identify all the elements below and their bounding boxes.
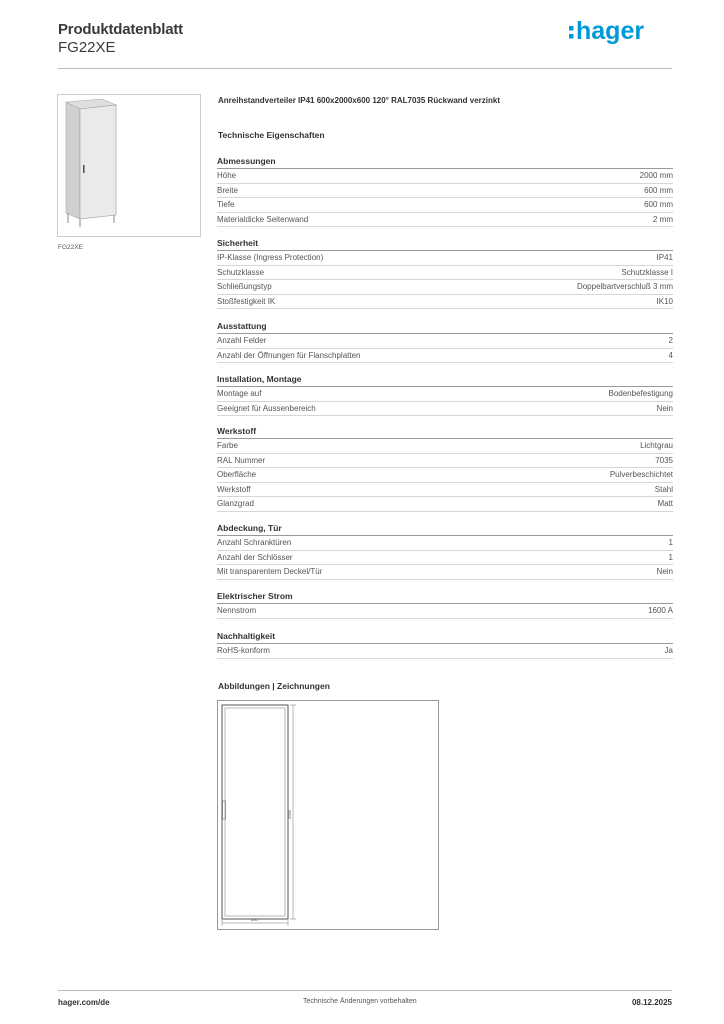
header-divider: [58, 68, 672, 69]
spec-row: [217, 536, 673, 551]
spec-value: Lichtgrau: [640, 441, 673, 450]
width-dimension: 600: [251, 917, 258, 922]
spec-row: [217, 213, 673, 228]
spec-value: 4: [668, 350, 673, 360]
spec-value: Pulverbeschichtet: [609, 470, 673, 480]
spec-row: [217, 565, 673, 580]
footer-date: 08.12.2025: [631, 998, 672, 1007]
spec-label: Anzahl der Öffnungen für Flanschplatten: [217, 350, 361, 360]
product-image: [57, 94, 201, 237]
hager-logo: [568, 16, 658, 46]
spec-label: Anzahl Felder: [217, 336, 267, 345]
spec-value: Nein: [656, 567, 673, 577]
spec-value: Ja: [664, 646, 673, 655]
section-electrical: [217, 590, 673, 619]
footer-divider: [58, 990, 672, 991]
spec-label: Glanzgrad: [217, 499, 254, 509]
section-title: Elektrischer Strom: [217, 590, 673, 604]
spec-row: [217, 402, 673, 417]
spec-label: Mit transparentem Deckel/Tür: [217, 567, 323, 577]
spec-row: [217, 439, 673, 454]
figures-title: Abbildungen | Zeichnungen: [218, 681, 330, 691]
spec-label: Montage auf: [217, 389, 262, 398]
spec-row: [217, 387, 673, 402]
spec-value: IP41: [656, 253, 673, 262]
section-dimensions: [217, 155, 673, 227]
spec-row: [217, 251, 673, 266]
spec-label: Schutzklasse: [217, 267, 265, 277]
spec-label: Geeignet für Aussenbereich: [217, 403, 316, 413]
section-sustainability: [217, 630, 673, 659]
spec-value: 2 mm: [653, 214, 673, 224]
spec-label: Nennstrom: [217, 606, 257, 615]
footer-website[interactable]: hager.com/de: [58, 998, 110, 1007]
section-title: Werkstoff: [217, 425, 673, 439]
spec-label: Werkstoff: [217, 484, 251, 494]
logo-text: hager: [576, 17, 645, 45]
spec-label: Farbe: [217, 441, 238, 450]
spec-label: Oberfläche: [217, 470, 257, 480]
spec-row: [217, 266, 673, 281]
spec-value: 1600 A: [648, 606, 673, 615]
spec-row: [217, 184, 673, 199]
section-title: Abmessungen: [217, 155, 673, 169]
spec-row: [217, 295, 673, 310]
spec-label: RAL Nummer: [217, 455, 266, 465]
spec-value: 2: [668, 336, 673, 345]
spec-value: 600 mm: [644, 185, 673, 195]
spec-value: Bodenbefestigung: [608, 389, 673, 398]
section-title: Sicherheit: [217, 237, 673, 251]
spec-label: Anzahl Schranktüren: [217, 538, 292, 547]
spec-label: Materialdicke Seitenwand: [217, 214, 309, 224]
technical-properties-title: Technische Eigenschaften: [218, 130, 325, 140]
section-title: Nachhaltigkeit: [217, 630, 673, 644]
product-code: FG22XE: [58, 39, 116, 56]
section-cover-door: [217, 522, 673, 580]
spec-row: [217, 551, 673, 566]
spec-row: [217, 334, 673, 349]
spec-row: [217, 497, 673, 512]
spec-value: 1: [668, 538, 673, 547]
spec-label: Stoßfestigkeit IK: [217, 296, 276, 306]
spec-label: RoHS-konform: [217, 646, 270, 655]
spec-value: Doppelbartverschluß 3 mm: [576, 282, 673, 292]
product-description: Anreihstandverteiler IP41 600x2000x600 120° RAL7035 Rückwand verzinkt: [218, 96, 501, 105]
spec-row: [217, 198, 673, 213]
spec-value: Matt: [657, 499, 673, 509]
spec-label: Höhe: [217, 171, 237, 180]
spec-value: 7035: [655, 455, 673, 465]
spec-value: Nein: [656, 403, 673, 413]
section-installation: [217, 373, 673, 416]
spec-value: IK10: [656, 296, 673, 306]
section-equipment: [217, 320, 673, 363]
image-caption: FG22XE: [58, 244, 83, 251]
cabinet-illustration: [58, 95, 200, 236]
spec-value: 1: [668, 552, 673, 562]
section-safety: [217, 237, 673, 309]
spec-value: 2000 mm: [639, 171, 673, 180]
section-title: Abdeckung, Tür: [217, 522, 673, 536]
height-dimension: 2000: [287, 810, 292, 819]
spec-row: [217, 454, 673, 469]
cabinet-drawing: [218, 701, 438, 929]
spec-row: [217, 349, 673, 364]
spec-label: IP-Klasse (Ingress Protection): [217, 253, 324, 262]
spec-value: Stahl: [654, 484, 673, 494]
section-title: Installation, Montage: [217, 373, 673, 387]
footer-notice: Technische Änderungen vorbehalten: [303, 998, 417, 1005]
spec-label: Schließungstyp: [217, 282, 272, 292]
spec-label: Breite: [217, 185, 238, 195]
page-title: Produktdatenblatt: [58, 21, 183, 38]
spec-label: Anzahl der Schlösser: [217, 552, 293, 562]
section-material: [217, 425, 673, 512]
section-title: Ausstattung: [217, 320, 673, 334]
spec-label: Tiefe: [217, 200, 235, 210]
spec-value: Schutzklasse I: [621, 267, 673, 277]
spec-row: [217, 644, 673, 659]
spec-row: [217, 280, 673, 295]
spec-row: [217, 483, 673, 498]
spec-row: [217, 169, 673, 184]
spec-value: 600 mm: [644, 200, 673, 210]
spec-row: [217, 604, 673, 619]
technical-drawing: [217, 700, 439, 930]
spec-row: [217, 468, 673, 483]
